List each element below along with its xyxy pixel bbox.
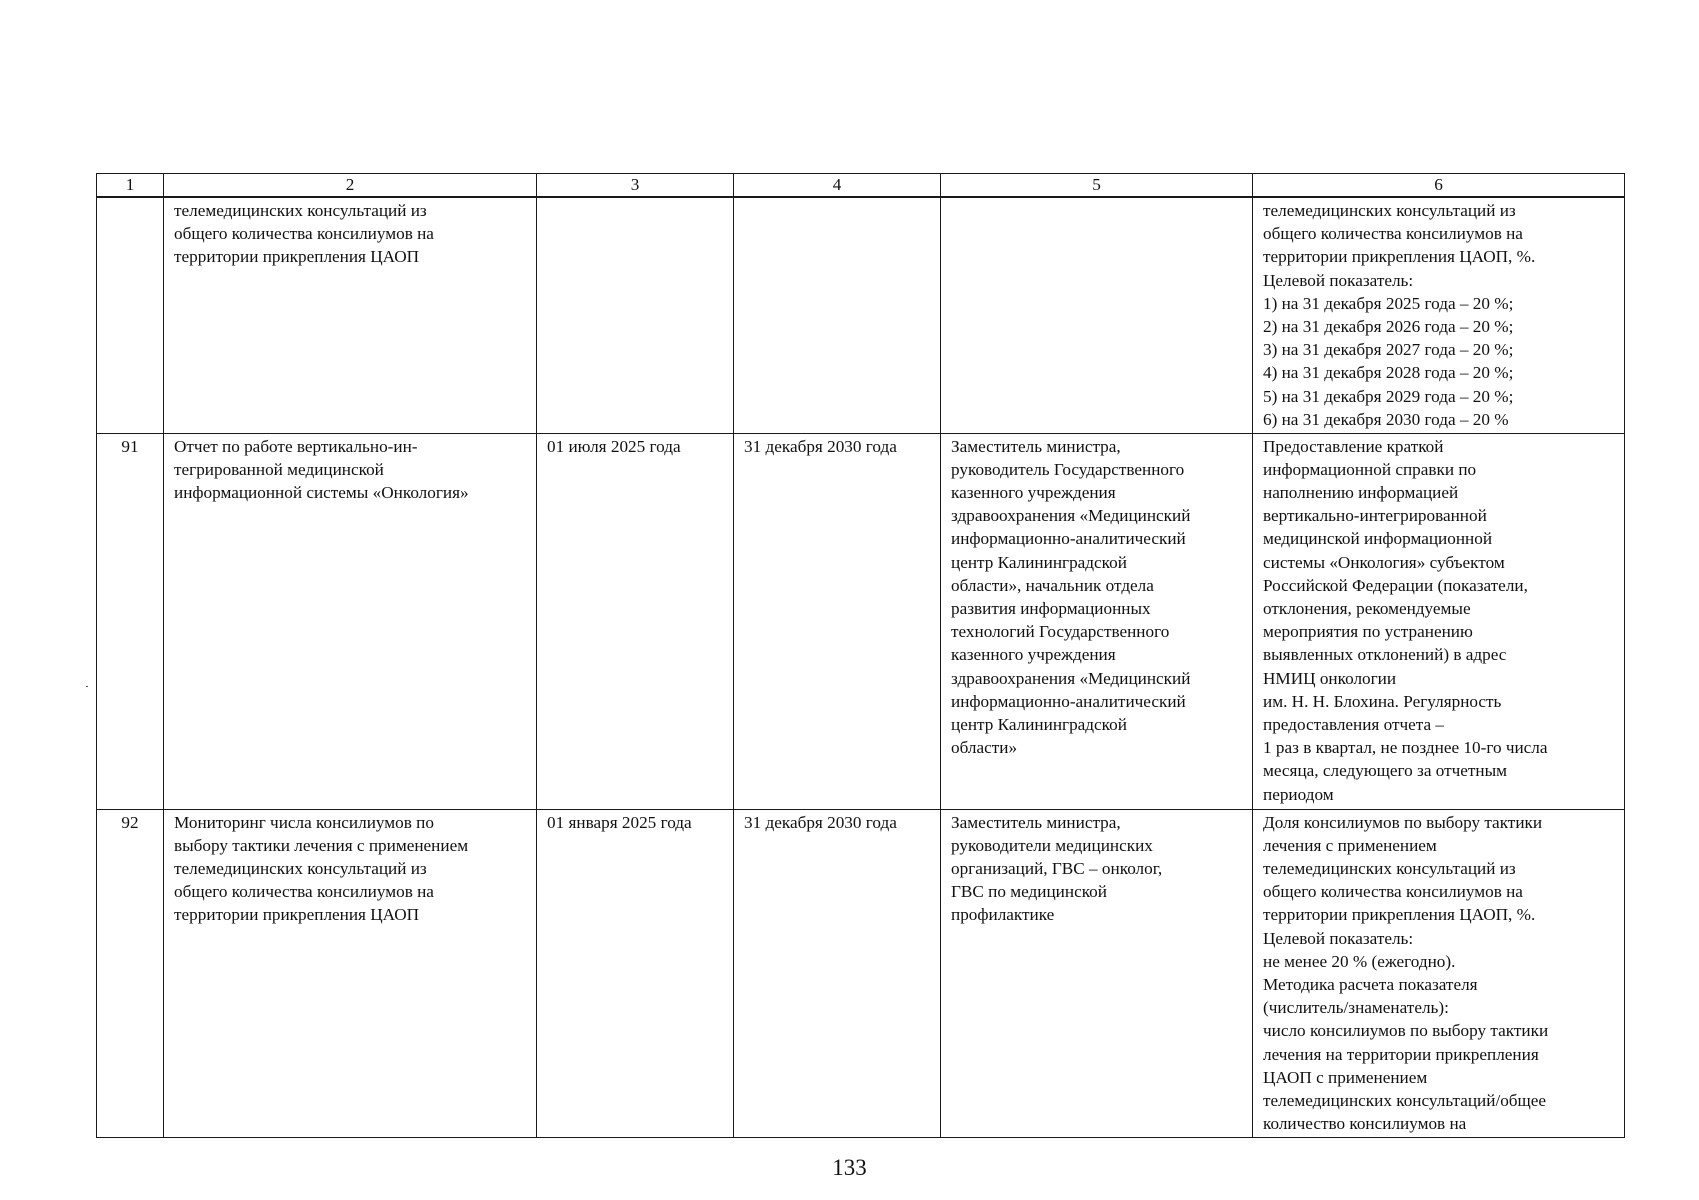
row-responsible-cell xyxy=(941,433,1253,809)
text-line: лечения с применением xyxy=(1263,835,1437,855)
text-line: (числитель/знаменатель): xyxy=(1263,998,1449,1018)
text-line: не менее 20 % (ежегодно). xyxy=(1263,951,1456,971)
text-line: медицинской информационной xyxy=(1263,529,1493,549)
text-line: телемедицинских консультаций из xyxy=(1263,201,1516,220)
row-end-cell: 31 декабря 2030 года xyxy=(734,809,941,1137)
text-line: Целевой показатель: xyxy=(1263,928,1414,948)
text-line: телемедицинских консультаций из xyxy=(1263,858,1516,878)
text-line: 4) на 31 декабря 2028 года – 20 %; xyxy=(1263,363,1514,383)
text-line: информационно-аналитический xyxy=(951,529,1186,549)
row-number-cell xyxy=(97,197,164,433)
row-result-cell xyxy=(1253,197,1625,433)
text-line: количество консилиумов на xyxy=(1263,1114,1467,1134)
text-line: наполнению информацией xyxy=(1263,482,1459,502)
text-line: 1) на 31 декабря 2025 года – 20 %; xyxy=(1263,293,1514,313)
text-line: развития информационных xyxy=(951,598,1151,618)
text-line: общего количества консилиумов на xyxy=(1263,224,1523,244)
text-line: Методика расчета показателя xyxy=(1263,974,1478,994)
column-header-3: 3 xyxy=(537,174,734,198)
row-result-cell xyxy=(1253,433,1625,809)
text-line: Заместитель министра, xyxy=(951,436,1121,456)
text-line: казенного учреждения xyxy=(951,482,1116,502)
text-line: информационно-аналитический xyxy=(951,691,1186,711)
text-line: информационной системы «Онкология» xyxy=(174,482,469,502)
column-header-4: 4 xyxy=(734,174,941,198)
text-line: телемедицинских консультаций из xyxy=(174,201,427,220)
text-line: мероприятия по устранению xyxy=(1263,622,1473,642)
page-number: 133 xyxy=(832,1155,867,1180)
text-line: отклонения, рекомендуемые xyxy=(1263,598,1471,618)
text-line: здравоохранения «Медицинский xyxy=(951,668,1191,688)
row-name-cell xyxy=(164,809,537,1137)
text-line: территории прикрепления ЦАОП, %. xyxy=(1263,905,1536,925)
text-line: Российской Федерации (показатели, xyxy=(1263,575,1528,595)
text-line: вертикально-интегрированной xyxy=(1263,506,1487,526)
text-line: ЦАОП с применением xyxy=(1263,1067,1428,1087)
text-line: руководители медицинских xyxy=(951,835,1153,855)
text-line: технологий Государственного xyxy=(951,622,1170,642)
row-end-cell xyxy=(734,197,941,433)
text-line: руководитель Государственного xyxy=(951,459,1185,479)
text-line: число консилиумов по выбору тактики xyxy=(1263,1021,1549,1041)
row-result-cell xyxy=(1253,809,1625,1137)
row-responsible-cell xyxy=(941,809,1253,1137)
text-line: информационной справки по xyxy=(1263,459,1477,479)
text-line: 5) на 31 декабря 2029 года – 20 %; xyxy=(1263,386,1514,406)
text-line: Целевой показатель: xyxy=(1263,270,1414,290)
text-line: 3) на 31 декабря 2027 года – 20 %; xyxy=(1263,340,1514,360)
text-line: центр Калининградской xyxy=(951,552,1127,572)
column-header-5: 5 xyxy=(941,174,1253,198)
row-number-cell: 91 xyxy=(97,433,164,809)
text-line: Предоставление краткой xyxy=(1263,436,1444,456)
text-line: общего количества консилиумов на xyxy=(174,882,434,902)
text-line: территории прикрепления ЦАОП xyxy=(174,905,420,925)
text-line: месяца, следующего за отчетным xyxy=(1263,761,1508,781)
column-number-row xyxy=(97,174,1625,198)
text-line: предоставления отчета – xyxy=(1263,714,1445,734)
text-line: общего количества консилиумов на xyxy=(174,224,434,244)
text-line: периодом xyxy=(1263,784,1334,804)
text-line: ГВС по медицинской xyxy=(951,882,1107,902)
text-line: 2) на 31 декабря 2026 года – 20 %; xyxy=(1263,317,1514,337)
table-row-91 xyxy=(97,433,1625,809)
text-line: им. Н. Н. Блохина. Регулярность xyxy=(1263,691,1502,711)
row-start-cell: 01 января 2025 года xyxy=(537,809,734,1137)
plan-table xyxy=(96,173,1625,1138)
text-line: территории прикрепления ЦАОП, %. xyxy=(1263,247,1536,267)
text-line: Отчет по работе вертикально-ин- xyxy=(174,436,418,456)
text-line: общего количества консилиумов на xyxy=(1263,882,1523,902)
text-line: 1 раз в квартал, не позднее 10-го числа xyxy=(1263,738,1548,758)
row-name-cell xyxy=(164,433,537,809)
column-header-2: 2 xyxy=(164,174,537,198)
text-line: тегрированной медицинской xyxy=(174,459,384,479)
row-start-cell xyxy=(537,197,734,433)
text-line: телемедицинских консультаций из xyxy=(174,858,427,878)
text-line: области», начальник отдела xyxy=(951,575,1154,595)
row-responsible-cell xyxy=(941,197,1253,433)
text-line: выбору тактики лечения с применением xyxy=(174,835,469,855)
column-header-1: 1 xyxy=(97,174,164,198)
text-line: области» xyxy=(951,738,1018,758)
row-number-cell: 92 xyxy=(97,809,164,1137)
row-name-cell xyxy=(164,197,537,433)
text-line: казенного учреждения xyxy=(951,645,1116,665)
text-line: выявленных отклонений) в адрес xyxy=(1263,645,1507,665)
table-row-continuation xyxy=(97,197,1625,433)
text-line: организаций, ГВС – онколог, xyxy=(951,858,1163,878)
text-line: системы «Онкология» субъектом xyxy=(1263,552,1505,572)
text-line: 6) на 31 декабря 2030 года – 20 % xyxy=(1263,409,1509,429)
text-line: НМИЦ онкологии xyxy=(1263,668,1397,688)
text-line: территории прикрепления ЦАОП xyxy=(174,247,420,267)
text-line: телемедицинских консультаций/общее xyxy=(1263,1090,1547,1110)
text-line: Мониторинг числа консилиумов по xyxy=(174,812,434,832)
text-line: Доля консилиумов по выбору тактики xyxy=(1263,812,1543,832)
row-end-cell: 31 декабря 2030 года xyxy=(734,433,941,809)
text-line: профилактике xyxy=(951,905,1055,925)
text-line: Заместитель министра, xyxy=(951,812,1121,832)
text-line: центр Калининградской xyxy=(951,714,1127,734)
scan-speck xyxy=(86,686,88,687)
text-line: здравоохранения «Медицинский xyxy=(951,506,1191,526)
row-start-cell: 01 июля 2025 года xyxy=(537,433,734,809)
text-line: лечения на территории прикрепления xyxy=(1263,1044,1539,1064)
table-row-92 xyxy=(97,809,1625,1137)
column-header-6: 6 xyxy=(1253,174,1625,198)
